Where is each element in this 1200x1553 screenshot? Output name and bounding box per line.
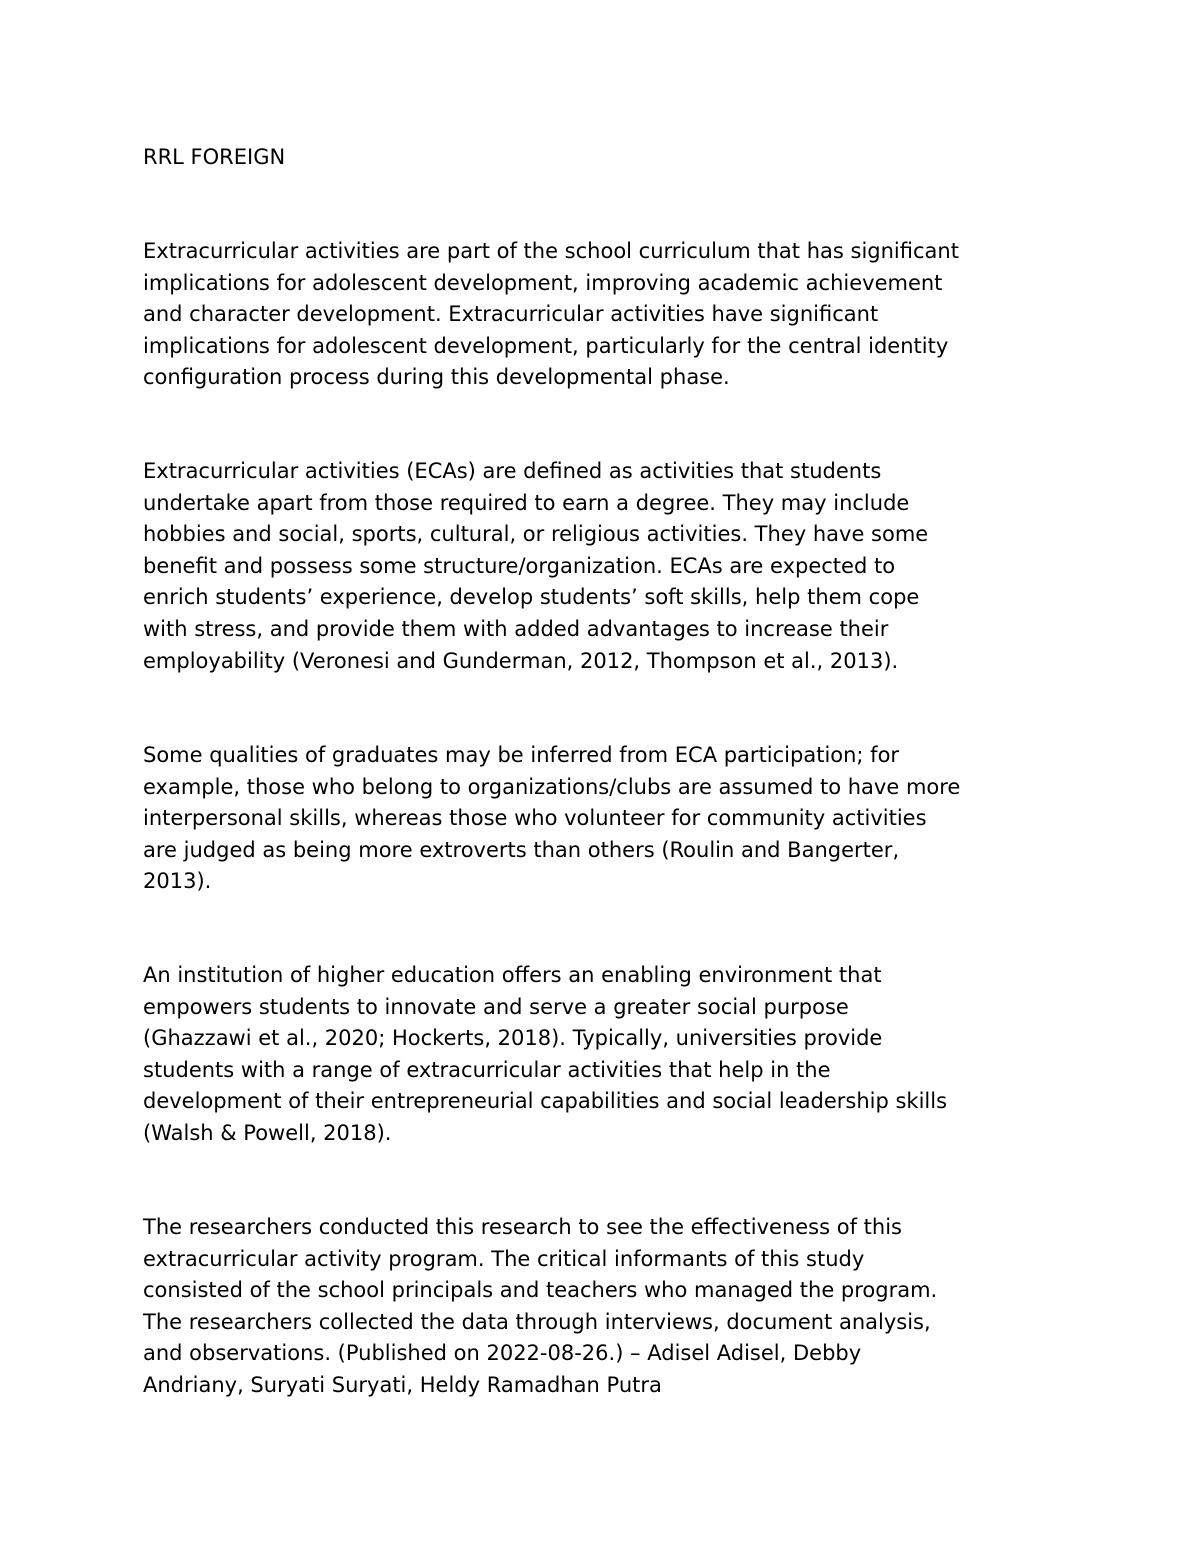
paragraph: Some qualities of graduates may be inferred from ECA participation; for example, those who belong to organizations/clubs are assumed to have more interpersonal skills, whereas those who volunteer for community activities are judged as being more extroverts than others (Roulin and Bangerter, 2013). bbox=[143, 743, 961, 894]
paragraph: The researchers conducted this research to see the effectiveness of this extracurricular activity program. The critical informants of this study consisted of the school principals and teachers who managed the program. The researchers collected the data through interviews, document analysis, and observations. (Published on 2022-08-26.) – Adisel Adisel, Debby Andriany, Suryati Suryati, Heldy Ramadhan Putra bbox=[143, 1215, 938, 1397]
document-title: RRL FOREIGN bbox=[143, 145, 286, 169]
paragraph: Extracurricular activities are part of the school curriculum that has significant implications for adolescent development, improving academic achievement and character development. Extracurricular activities have significant implications for adolescent development, particularly for the central identity configuration process during this developmental phase. bbox=[143, 239, 959, 390]
paragraph: Extracurricular activities (ECAs) are defined as activities that students undertake apart from those required to earn a degree. They may include hobbies and social, sports, cultural, or religious activities. They have some benefit and possess some structure/organization. ECAs are expected to enrich students’ experience, develop students’ soft skills, help them cope with stress, and provide them with added advantages to increase their employability (Veronesi and Gunderman, 2012, Thompson et al., 2013). bbox=[143, 459, 929, 673]
paragraph: An institution of higher education offers an enabling environment that empowers students to innovate and serve a greater social purpose (Ghazzawi et al., 2020; Hockerts, 2018). Typically, universities provide students with a range of extracurricular activities that help in the development of their entrepreneurial capabilities and social leadership skills (Walsh & Powell, 2018). bbox=[143, 963, 948, 1145]
